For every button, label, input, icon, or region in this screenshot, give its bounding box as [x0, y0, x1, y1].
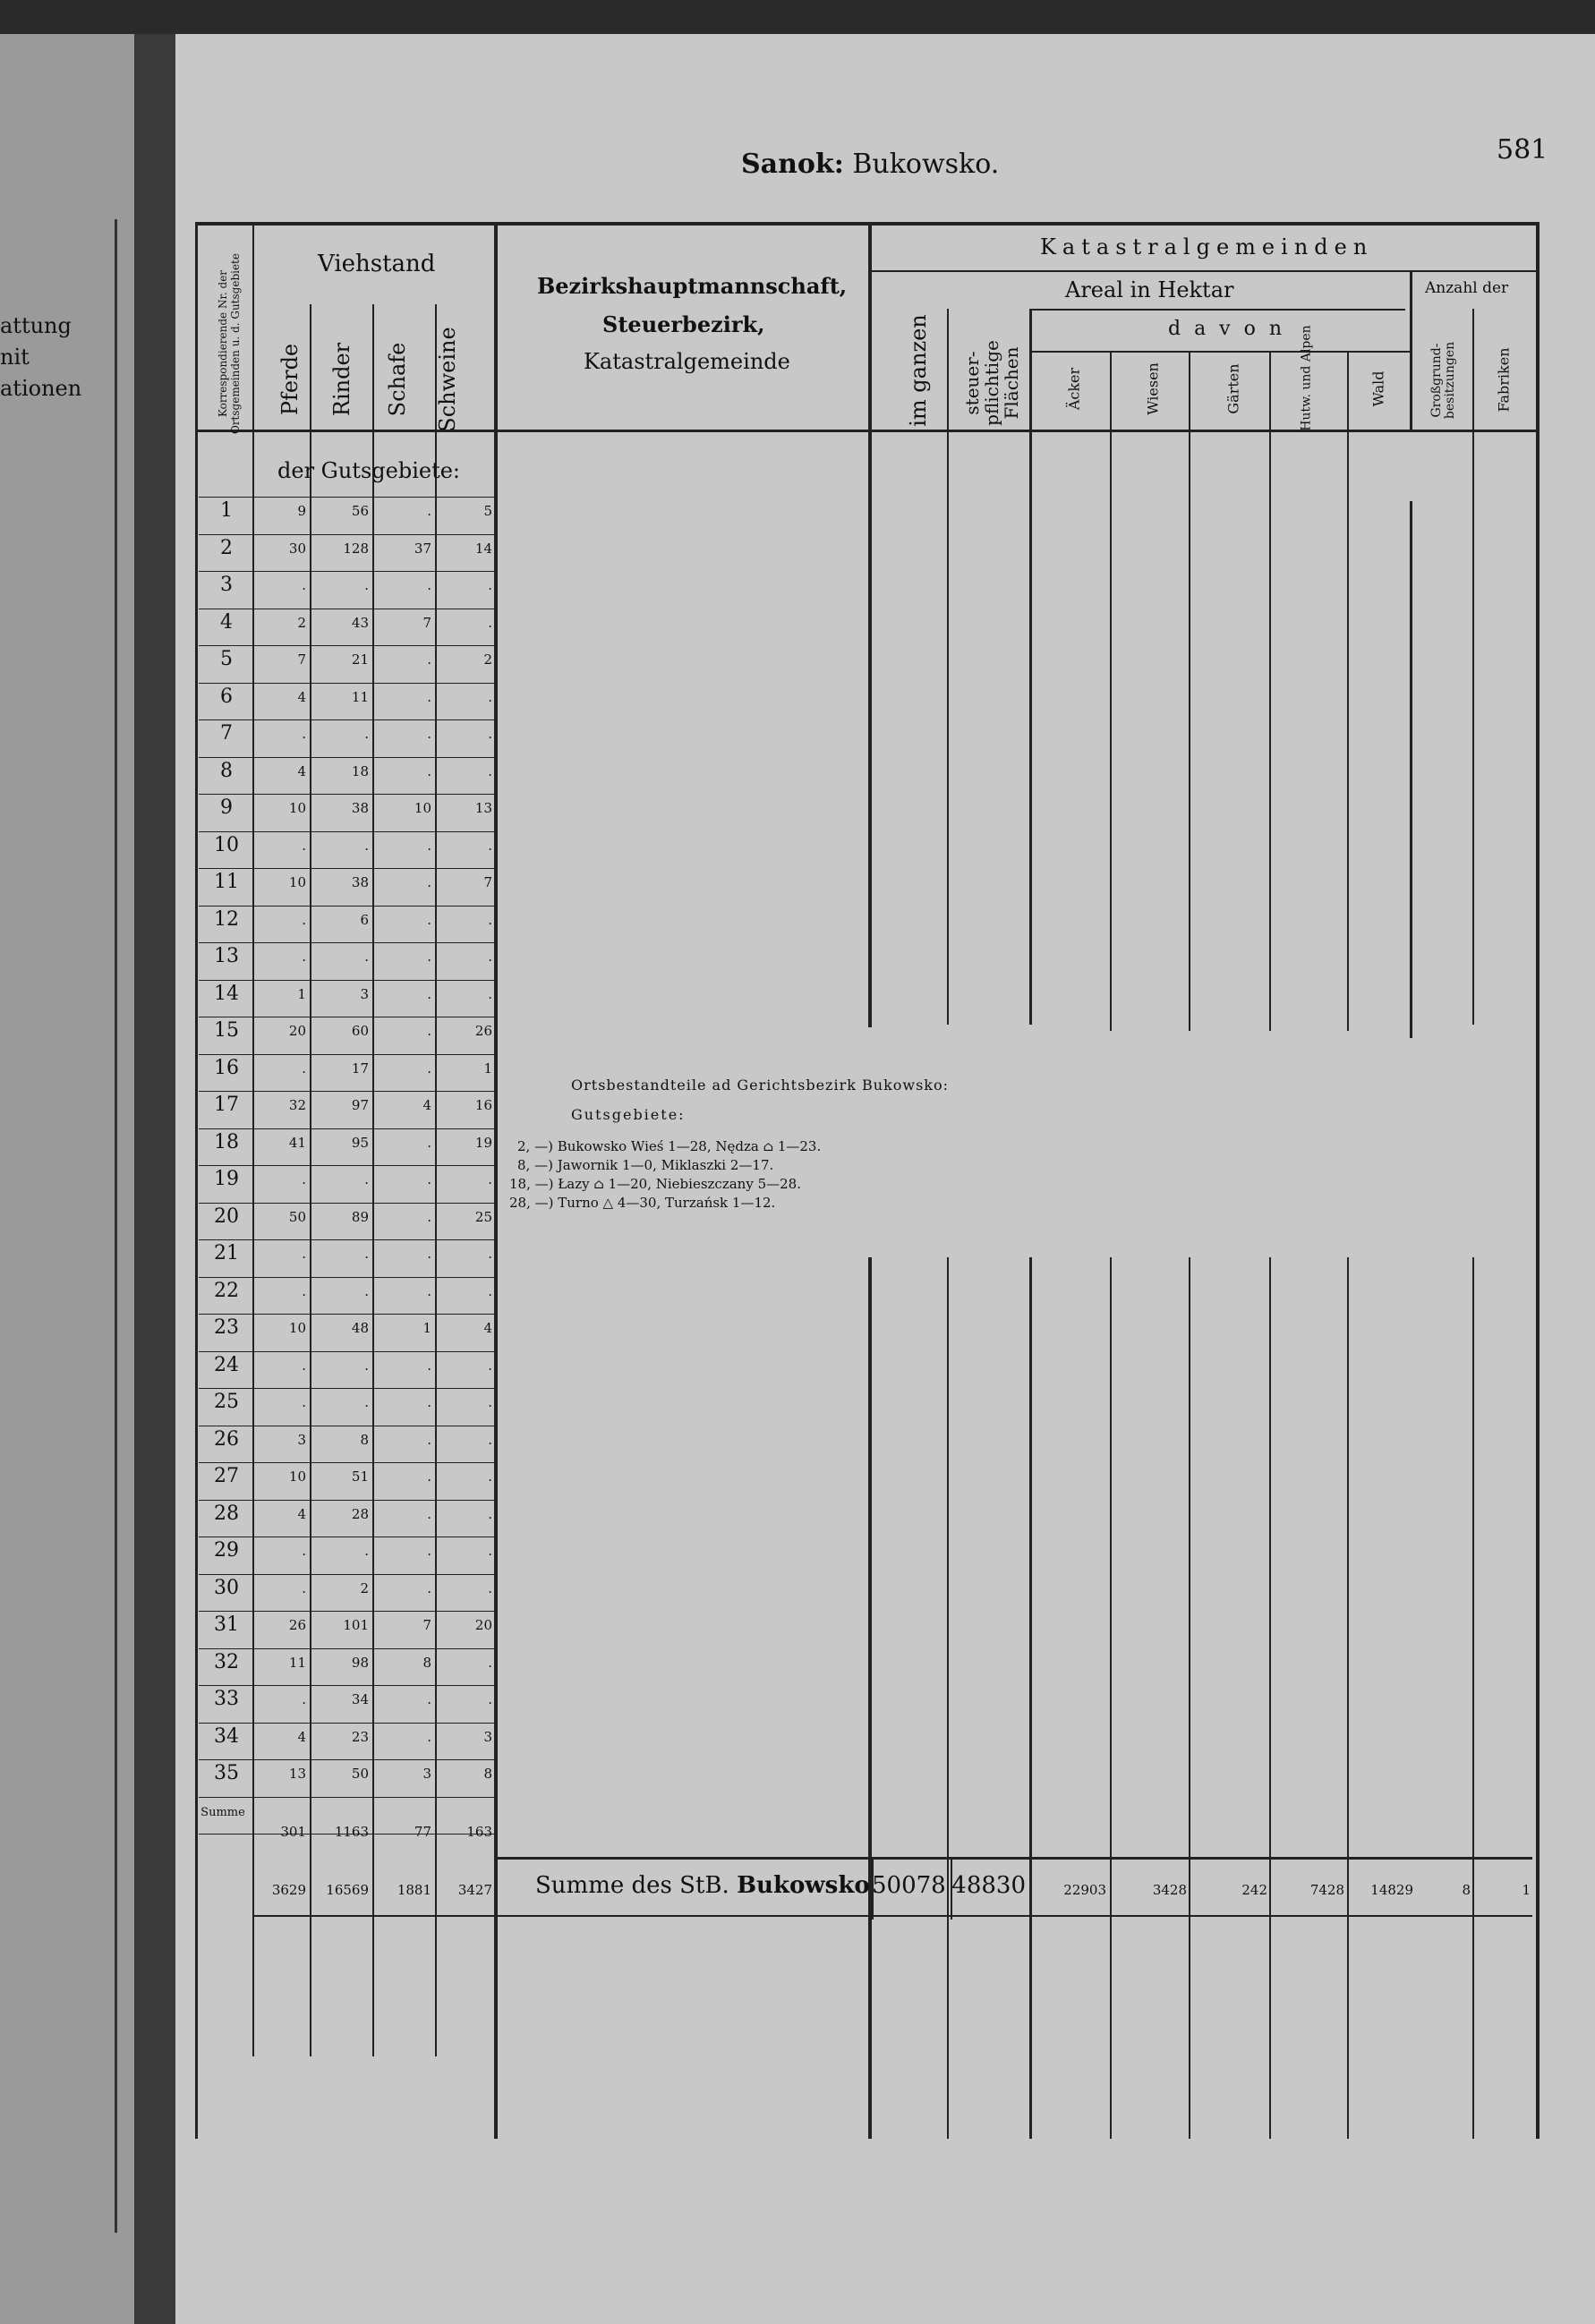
cell-schweine: . [488, 614, 492, 631]
areal-left-border [868, 222, 872, 1027]
row-separator [199, 1574, 494, 1575]
cell-schafe: . [427, 726, 431, 742]
cell-schweine: . [488, 1171, 492, 1188]
summe-pferde: 301 [280, 1824, 306, 1840]
header-korresp: Korrespondierende Nr. der Ortsgemeinden u. d. Gutsgebiete [217, 253, 242, 435]
cell-pferde: . [302, 1282, 306, 1299]
cell-rinder: 48 [351, 1320, 369, 1336]
cell-pferde: 4 [297, 1505, 306, 1522]
cell-rinder: . [364, 1171, 369, 1188]
cell-pferde: . [302, 1171, 306, 1188]
cell-schweine: . [488, 1357, 492, 1374]
cell-schafe: . [427, 1208, 431, 1225]
davon-line [1029, 309, 1405, 311]
cell-schweine: 7 [483, 874, 492, 890]
table-left-border [195, 222, 198, 2139]
notes-line-1: 2, —) Bukowsko Wieś 1—28, Nędza ⌂ 1—23. [517, 1138, 822, 1154]
row-separator [199, 1314, 494, 1315]
cell-schafe: . [427, 1468, 431, 1485]
summe-schweine: 163 [466, 1824, 492, 1840]
cell-pferde: . [302, 1394, 306, 1410]
cell-schweine: . [488, 1691, 492, 1707]
davon-column-line-lower [1269, 1257, 1271, 2139]
table-top-border [195, 222, 1538, 226]
cell-schafe: 1 [422, 1320, 431, 1336]
row-number: 30 [214, 1576, 239, 1599]
cell-rinder: 8 [360, 1431, 369, 1448]
cell-schweine: . [488, 1246, 492, 1262]
cell-schafe: . [427, 985, 431, 1002]
row-separator [199, 1239, 494, 1240]
row-number: 13 [214, 945, 239, 967]
row-number: 23 [214, 1316, 239, 1339]
summe-schafe: 77 [414, 1824, 431, 1840]
row-number: 26 [214, 1427, 239, 1451]
row-separator [199, 1277, 494, 1278]
cell-rinder: 18 [351, 762, 369, 779]
cell-rinder: . [364, 1394, 369, 1410]
row-separator [199, 1128, 494, 1129]
cell-schafe: . [427, 1171, 431, 1188]
katastral-header-line [872, 270, 1536, 272]
total-gaerten: 242 [1241, 1882, 1267, 1898]
cell-schweine: . [488, 688, 492, 705]
cell-rinder: 101 [343, 1617, 369, 1633]
header-aecker: Äcker [1065, 367, 1083, 411]
cell-rinder: 38 [351, 874, 369, 890]
cell-pferde: 4 [297, 762, 306, 779]
header-steuerbezirk: Steuerbezirk, [602, 311, 765, 337]
cell-rinder: 56 [351, 503, 369, 519]
row-number: 1 [220, 499, 233, 522]
cell-schweine: . [488, 1543, 492, 1559]
cell-rinder: . [364, 949, 369, 965]
cell-pferde: 10 [288, 874, 306, 890]
areal-left-border-lower [868, 1257, 872, 2139]
cell-schafe: 37 [414, 540, 431, 557]
cell-schweine: . [488, 1505, 492, 1522]
cell-schweine: 3 [483, 1728, 492, 1745]
row-number: 22 [214, 1279, 239, 1302]
row-number: 4 [220, 610, 233, 634]
row-separator [199, 1797, 494, 1798]
cell-pferde: 4 [297, 688, 306, 705]
total-label-prefix: Summe des StB. [535, 1872, 738, 1899]
cell-schafe: . [427, 1134, 431, 1151]
header-rinder: Rinder [329, 342, 354, 417]
row-separator [199, 1351, 494, 1352]
cell-rinder: 3 [360, 985, 369, 1002]
notes-line-2: 8, —) Jawornik 1—0, Miklaszki 2—17. [517, 1157, 774, 1173]
cell-rinder: 2 [360, 1579, 369, 1596]
row-separator [199, 645, 494, 646]
row-number: 33 [214, 1688, 239, 1710]
cell-schafe: . [427, 651, 431, 668]
cell-schafe: . [427, 1023, 431, 1039]
total-im-ganzen: 50078 [872, 1872, 946, 1899]
cell-pferde: . [302, 1579, 306, 1596]
header-areal: Areal in Hektar [1065, 277, 1234, 302]
cell-pferde: . [302, 726, 306, 742]
left-page-text-3: ationen [0, 376, 82, 401]
cell-schweine: 2 [483, 651, 492, 668]
row-separator [199, 571, 494, 572]
cell-schafe: . [427, 1505, 431, 1522]
row-number: 15 [214, 1019, 239, 1042]
anzahl-left-line-2 [1410, 501, 1412, 1038]
row-separator [199, 757, 494, 758]
cell-pferde: 10 [288, 800, 306, 816]
cell-rinder: 50 [351, 1766, 369, 1782]
cell-schafe: . [427, 1357, 431, 1374]
cell-pferde: . [302, 1543, 306, 1559]
row-number: 20 [214, 1205, 239, 1228]
davon-underline [1029, 351, 1410, 353]
cell-schafe: 8 [422, 1654, 431, 1671]
row-separator [199, 683, 494, 684]
row-number: 31 [214, 1613, 239, 1636]
total-aecker: 22903 [1063, 1882, 1106, 1898]
total-schafe: 1881 [397, 1882, 431, 1898]
row-number: 24 [214, 1353, 239, 1376]
cell-rinder: 95 [351, 1134, 369, 1151]
cell-rinder: 97 [351, 1097, 369, 1113]
cell-schafe: . [427, 837, 431, 854]
davon-column-line [1347, 351, 1349, 1031]
row-number: 27 [214, 1465, 239, 1487]
row-number: 12 [214, 907, 239, 931]
cell-rinder: . [364, 1246, 369, 1262]
cell-schafe: . [427, 1579, 431, 1596]
cell-schafe: . [427, 1282, 431, 1299]
summe-rinder: 1163 [334, 1824, 369, 1840]
row-separator [199, 980, 494, 981]
davon-column-line-lower [1347, 1257, 1349, 2139]
cell-rinder: 28 [351, 1505, 369, 1522]
row-separator [199, 1462, 494, 1463]
row-separator [199, 1091, 494, 1092]
row-separator [199, 1388, 494, 1389]
header-fabriken: Fabriken [1495, 347, 1513, 413]
header-wiesen: Wiesen [1144, 362, 1162, 415]
cell-rinder: . [364, 1543, 369, 1559]
row-separator [199, 1648, 494, 1649]
row-separator [199, 794, 494, 795]
cell-schafe: . [427, 1060, 431, 1077]
row-separator [199, 831, 494, 832]
cell-schafe: . [427, 1691, 431, 1707]
page-title-bold: Sanok: [741, 149, 844, 180]
cell-rinder: 128 [343, 540, 369, 557]
cell-schweine: 16 [474, 1097, 492, 1113]
cell-pferde: 41 [288, 1134, 306, 1151]
summe-label: Summe [200, 1806, 245, 1819]
cell-rinder: . [364, 1357, 369, 1374]
cell-rinder: 34 [351, 1691, 369, 1707]
bezirk-left-border [494, 222, 498, 2139]
row-separator [199, 1054, 494, 1055]
row-separator [199, 1685, 494, 1686]
cell-schweine: 25 [474, 1208, 492, 1225]
steuerpfl-line-lower [947, 1257, 949, 2139]
total-label [535, 1872, 870, 1899]
aecker-left-line-lower [1029, 1257, 1032, 2139]
cell-pferde: . [302, 949, 306, 965]
row-separator [199, 868, 494, 869]
row-number: 5 [220, 648, 233, 670]
cell-schweine: . [488, 1394, 492, 1410]
header-schweine: Schweine [435, 327, 460, 432]
header-viehstand: Viehstand [318, 251, 436, 277]
header-grossgrund: Großgrund-besitzungen [1429, 341, 1457, 420]
header-bezirk: Bezirkshauptmannschaft, [537, 273, 848, 299]
notes-line-4: 28, —) Turno △ 4—30, Turzańsk 1—12. [509, 1195, 776, 1211]
cell-rinder: 38 [351, 800, 369, 816]
cell-rinder: 43 [351, 614, 369, 631]
row-number: 18 [214, 1130, 239, 1153]
cell-schweine: . [488, 1468, 492, 1485]
cell-pferde: . [302, 1246, 306, 1262]
row-number: 10 [214, 833, 239, 856]
left-page-text-1: attung [0, 313, 72, 338]
cell-schweine: 5 [483, 503, 492, 519]
cell-schweine: 1 [483, 1060, 492, 1077]
cell-pferde: 32 [288, 1097, 306, 1113]
fabriken-left-line-lower [1472, 1257, 1474, 2139]
cell-pferde: . [302, 577, 306, 593]
header-hutw: Hutw. und Alpen [1299, 325, 1314, 431]
aecker-left-line [1029, 309, 1032, 1025]
book-spine [134, 34, 175, 2324]
cell-pferde: 7 [297, 651, 306, 668]
cell-rinder: 89 [351, 1208, 369, 1225]
scan-top-edge [0, 0, 1595, 34]
header-anzahl: Anzahl der [1425, 279, 1509, 297]
total-steuerpfl: 48830 [951, 1872, 1026, 1899]
total-fabriken: 1 [1522, 1882, 1531, 1898]
cell-pferde: 30 [288, 540, 306, 557]
cell-schweine: 13 [474, 800, 492, 816]
row-number: 28 [214, 1502, 239, 1525]
row-separator [199, 1611, 494, 1612]
row-separator [199, 497, 494, 498]
header-pferde: Pferde [277, 343, 303, 416]
cell-schweine: . [488, 1654, 492, 1671]
davon-column-line [1269, 351, 1271, 1031]
cell-schafe: . [427, 1728, 431, 1745]
cell-schafe: . [427, 1431, 431, 1448]
cell-pferde: . [302, 837, 306, 854]
cell-rinder: . [364, 1282, 369, 1299]
total-label-bold: Bukowsko [737, 1872, 870, 1899]
total-top-line [494, 1857, 1532, 1860]
cell-schafe: . [427, 949, 431, 965]
header-schafe: Schafe [385, 342, 410, 417]
cell-pferde: 10 [288, 1320, 306, 1336]
cell-schweine: 14 [474, 540, 492, 557]
cell-schweine: . [488, 985, 492, 1002]
row-number: 9 [220, 796, 233, 819]
notes-subheading: Gutsgebiete: [571, 1106, 686, 1123]
cell-pferde: . [302, 1357, 306, 1374]
row-number: 34 [214, 1724, 239, 1748]
cell-pferde: 13 [288, 1766, 306, 1782]
cell-schweine: . [488, 911, 492, 928]
cell-schafe: . [427, 911, 431, 928]
page-number: 581 [1497, 134, 1548, 166]
row-separator [199, 534, 494, 535]
row-number: 19 [214, 1168, 239, 1190]
header-steuerpflichtige: steuer-pflichtige Flächen [961, 340, 1022, 426]
total-hutw: 7428 [1309, 1882, 1344, 1898]
header-davon: d a v o n [1168, 318, 1286, 340]
row-number: 6 [220, 685, 233, 708]
cell-schafe: . [427, 1246, 431, 1262]
row-separator [199, 1203, 494, 1204]
cell-rinder: . [364, 726, 369, 742]
row-number: 2 [220, 536, 233, 559]
header-wald: Wald [1369, 370, 1387, 407]
cell-schweine: . [488, 1282, 492, 1299]
row-number: 3 [220, 574, 233, 596]
cell-pferde: . [302, 1691, 306, 1707]
total-pferde: 3629 [271, 1882, 306, 1898]
cell-pferde: 1 [297, 985, 306, 1002]
cell-schweine: . [488, 1431, 492, 1448]
row-separator [199, 1723, 494, 1724]
cell-pferde: 2 [297, 614, 306, 631]
page-title [741, 149, 999, 180]
row-number: 16 [214, 1056, 239, 1079]
cell-pferde: . [302, 911, 306, 928]
total-wiesen: 3428 [1152, 1882, 1187, 1898]
cell-schafe: 4 [422, 1097, 431, 1113]
row-separator [199, 942, 494, 943]
cell-rinder: 17 [351, 1060, 369, 1077]
cell-schweine: 26 [474, 1023, 492, 1039]
total-wald: 14829 [1370, 1882, 1413, 1898]
cell-schweine: . [488, 1579, 492, 1596]
cell-schweine: 20 [474, 1617, 492, 1633]
total-schweine: 3427 [457, 1882, 492, 1898]
cell-rinder: 51 [351, 1468, 369, 1485]
davon-column-line [1110, 351, 1112, 1031]
cell-rinder: . [364, 577, 369, 593]
cell-schafe: 7 [422, 1617, 431, 1633]
row-separator [199, 1759, 494, 1760]
davon-column-line [1189, 351, 1190, 1031]
cell-rinder: 21 [351, 651, 369, 668]
cell-schweine: . [488, 577, 492, 593]
cell-schafe: . [427, 1543, 431, 1559]
cell-schafe: 10 [414, 800, 431, 816]
fabriken-left-line [1472, 309, 1474, 1025]
cell-pferde: 10 [288, 1468, 306, 1485]
cell-pferde: 20 [288, 1023, 306, 1039]
row-number: 25 [214, 1391, 239, 1413]
row-number: 8 [220, 759, 233, 782]
cell-schafe: . [427, 874, 431, 890]
row-number: 14 [214, 982, 239, 1005]
cell-schweine: 19 [474, 1134, 492, 1151]
row-number: 21 [214, 1242, 239, 1264]
anzahl-left-line [1410, 270, 1412, 431]
cell-rinder: . [364, 837, 369, 854]
cell-schafe: . [427, 503, 431, 519]
row-number: 35 [214, 1762, 239, 1784]
cell-pferde: 9 [297, 503, 306, 519]
cell-schweine: 8 [483, 1766, 492, 1782]
left-page-table-edge [0, 219, 117, 2233]
davon-column-line-lower [1189, 1257, 1190, 2139]
cell-schafe: . [427, 688, 431, 705]
cell-rinder: 6 [360, 911, 369, 928]
cell-rinder: 23 [351, 1728, 369, 1745]
row-number: 17 [214, 1094, 239, 1116]
header-katastral: Katastralgemeinden [1040, 234, 1374, 260]
cell-pferde: 26 [288, 1617, 306, 1633]
total-rinder: 16569 [326, 1882, 369, 1898]
cell-schafe: 3 [422, 1766, 431, 1782]
cell-rinder: 60 [351, 1023, 369, 1039]
cell-schweine: . [488, 949, 492, 965]
row-separator [199, 1500, 494, 1501]
header-katastralgemeinde: Katastralgemeinde [584, 349, 790, 374]
row-separator [199, 1165, 494, 1166]
header-im-ganzen: im ganzen [906, 314, 931, 427]
cell-schweine: . [488, 762, 492, 779]
cell-rinder: 11 [351, 688, 369, 705]
row-number: 11 [214, 871, 239, 893]
total-bottom-line [252, 1915, 1532, 1917]
cell-schafe: . [427, 577, 431, 593]
cell-pferde: 11 [288, 1654, 306, 1671]
cell-rinder: 98 [351, 1654, 369, 1671]
page-title-rest: Bukowsko. [843, 149, 1000, 180]
cell-schweine: 4 [483, 1320, 492, 1336]
cell-pferde: 4 [297, 1728, 306, 1745]
cell-schafe: . [427, 762, 431, 779]
row-separator [199, 906, 494, 907]
davon-column-line-lower [1110, 1257, 1112, 2139]
steuerpfl-line [947, 309, 949, 1025]
header-gaerten: Gärten [1224, 363, 1242, 414]
left-page-text-2: nit [0, 345, 30, 370]
row-number: 7 [220, 722, 233, 745]
row-number: 32 [214, 1650, 239, 1673]
total-grossgrund: 8 [1462, 1882, 1471, 1898]
cell-schweine: . [488, 726, 492, 742]
cell-schweine: . [488, 837, 492, 854]
row-number: 29 [214, 1539, 239, 1562]
cell-pferde: . [302, 1060, 306, 1077]
cell-schafe: 7 [422, 614, 431, 631]
notes-line-3: 18, —) Łazy ⌂ 1—20, Niebieszczany 5—28. [509, 1176, 801, 1192]
cell-pferde: 3 [297, 1431, 306, 1448]
row-separator [199, 719, 494, 720]
table-right-border [1536, 222, 1540, 2139]
cell-pferde: 50 [288, 1208, 306, 1225]
section-label: der Gutsgebiete: [277, 458, 460, 483]
notes-heading: Ortsbestandteile ad Gerichtsbezirk Bukowsko: [571, 1077, 950, 1094]
cell-schafe: . [427, 1394, 431, 1410]
